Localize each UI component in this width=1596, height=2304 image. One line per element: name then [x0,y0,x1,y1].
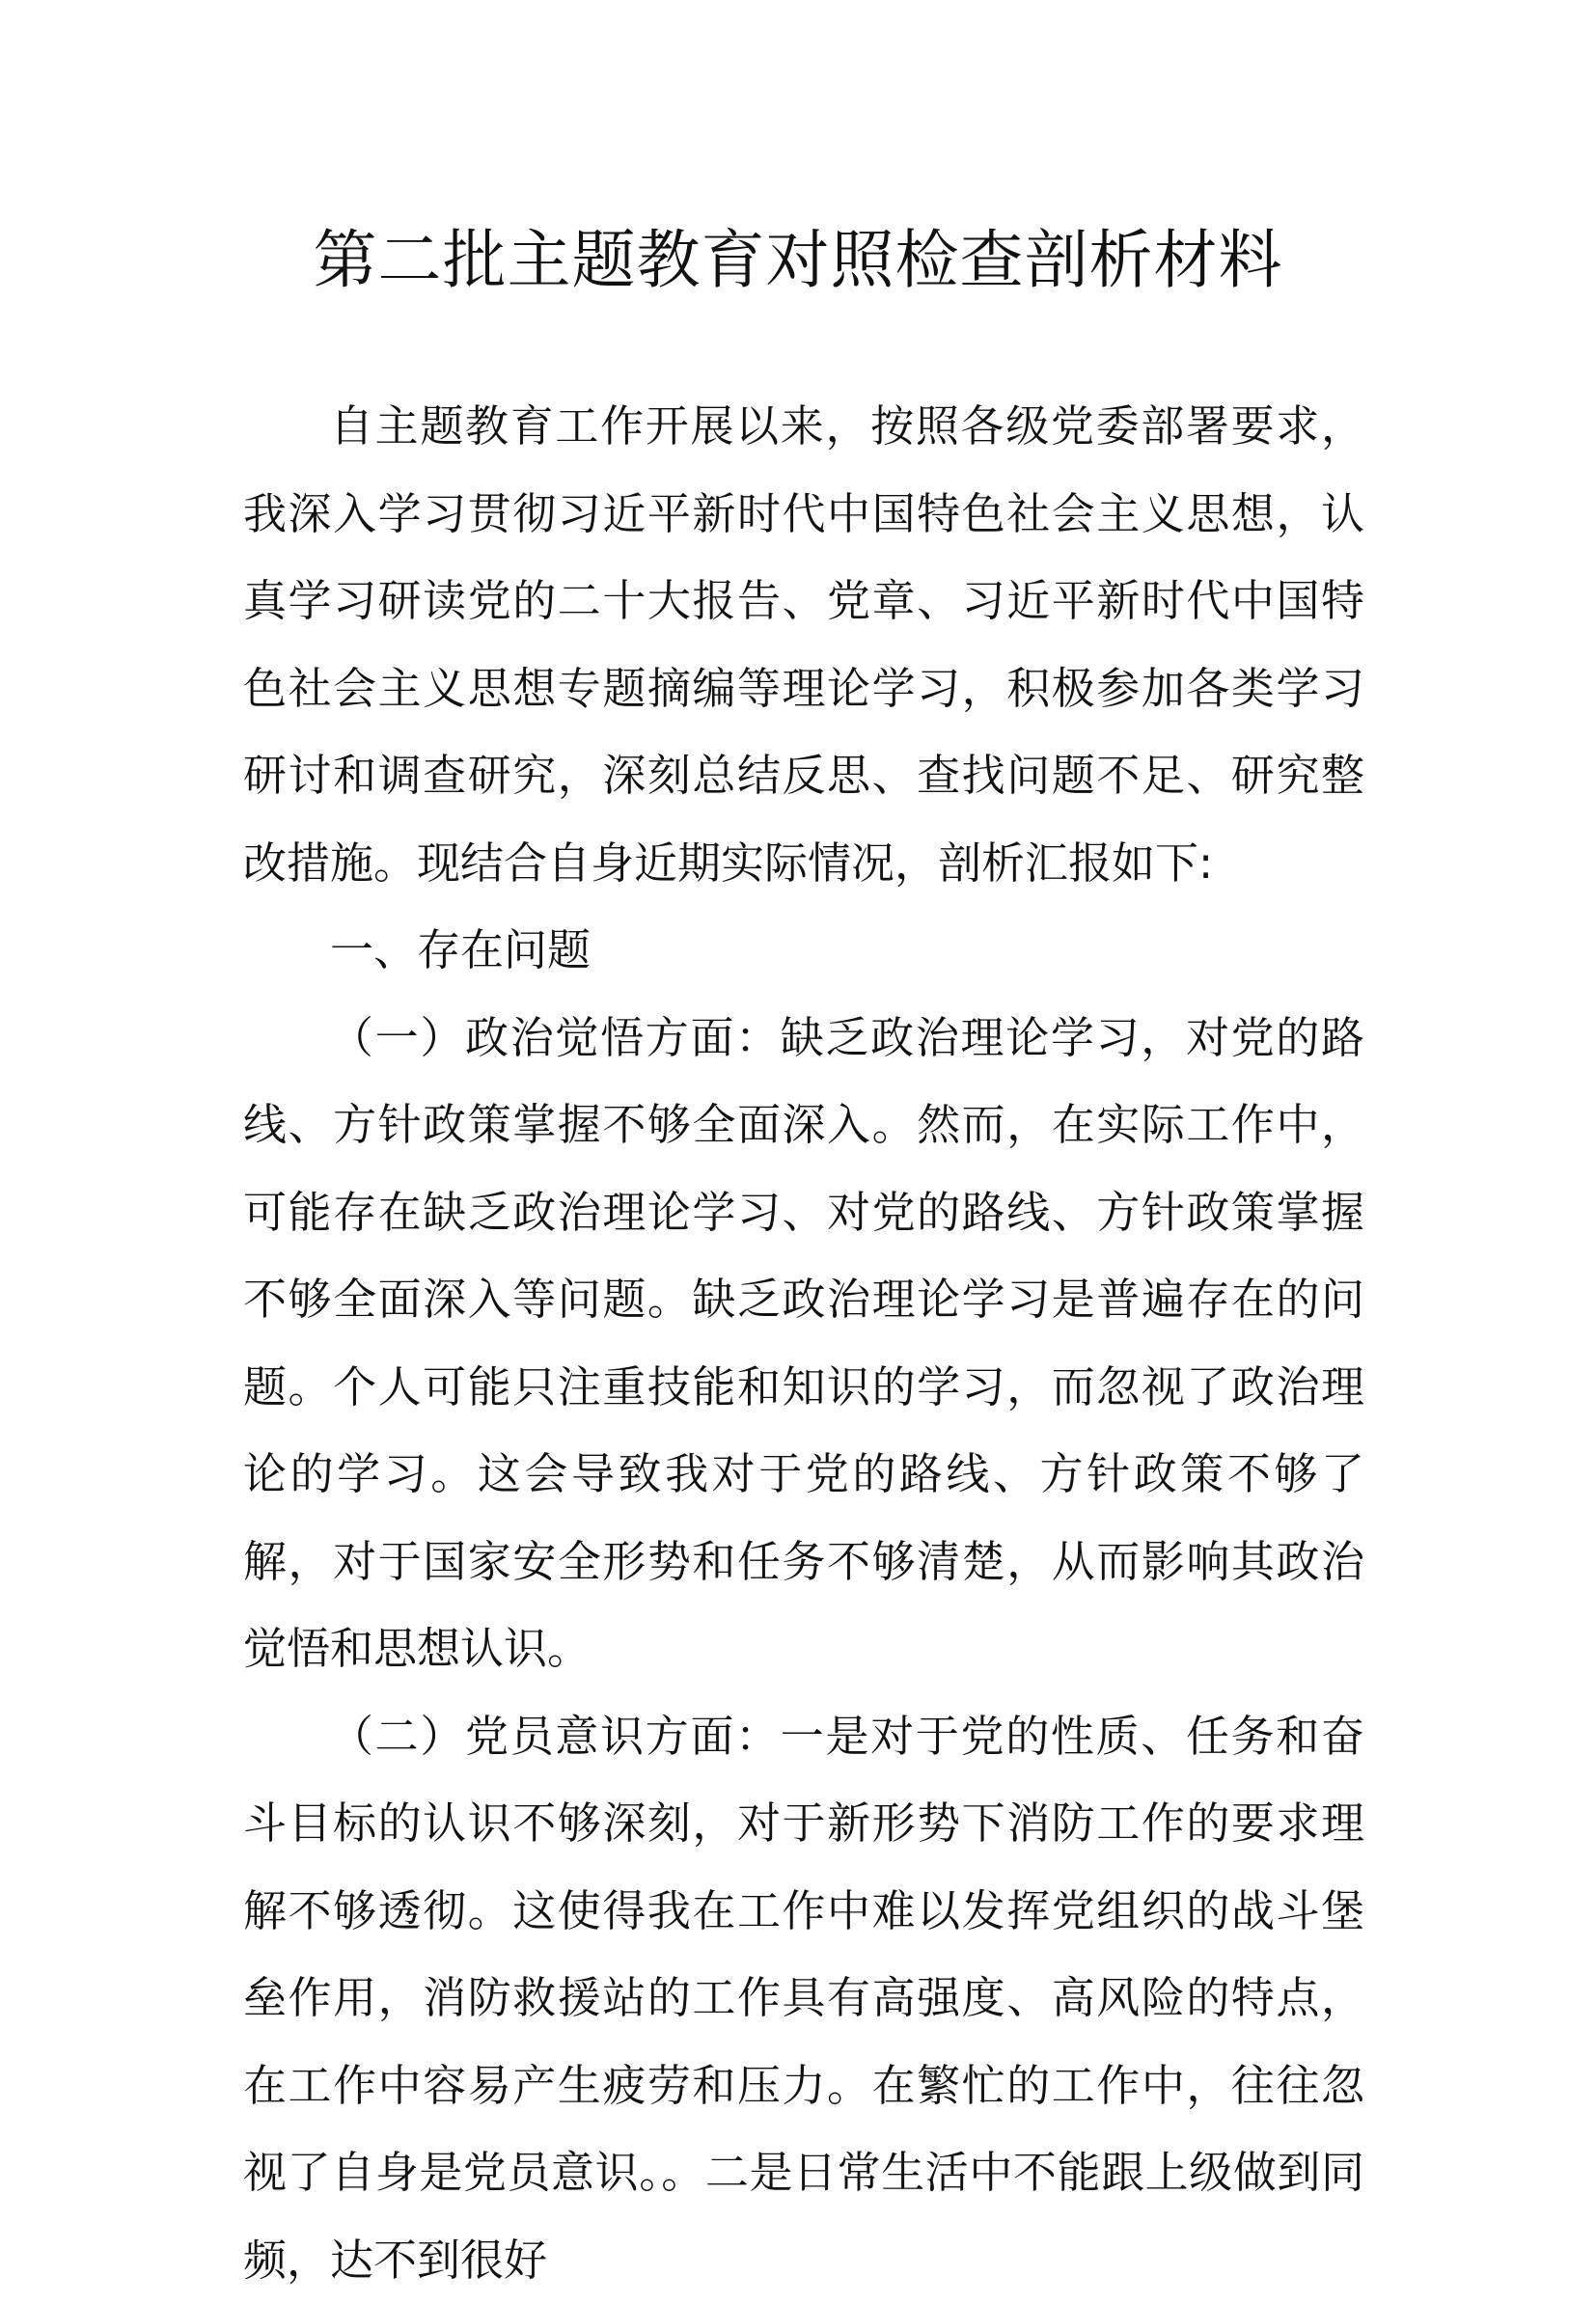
political-awareness-paragraph: （一）政治觉悟方面：缺乏政治理论学习，对党的路线、方针政策掌握不够全面深入。然而，在实际工作中，可能存在缺乏政治理论学习、对党的路线、方针政策掌握不够全面深入等问题。缺乏政治理论学习是普遍存在的问题。个人可能只注重技能和知识的学习，而忽视了政治理论的学习。这会导致我对于党的路线、方针政策不够了解，对于国家安全形势和任务不够清楚，从而影响其政治觉悟和思想认识。 [243,995,1364,1693]
party-member-awareness-paragraph: （二）党员意识方面：一是对于党的性质、任务和奋斗目标的认识不够深刻，对于新形势下消防工作的要求理解不够透彻。这使得我在工作中难以发挥党组织的战斗堡垒作用，消防救援站的工作具有高强度、高风险的特点，在工作中容易产生疲劳和压力。在繁忙的工作中，往往忽视了自身是党员意识。。二是日常生活中不能跟上级做到同频，达不到很好 [243,1693,1364,2304]
document-body [243,383,1364,2304]
section-heading-problems: 一、存在问题 [243,907,1364,995]
document-title: 第二批主题教育对照检查剖析材料 [0,214,1596,307]
intro-paragraph: 自主题教育工作开展以来，按照各级党委部署要求，我深入学习贯彻习近平新时代中国特色社会主义思想，认真学习研读党的二十大报告、党章、习近平新时代中国特色社会主义思想专题摘编等理论学习，积极参加各类学习研讨和调查研究，深刻总结反思、查找问题不足、研究整改措施。现结合自身近期实际情况，剖析汇报如下: [243,383,1364,907]
